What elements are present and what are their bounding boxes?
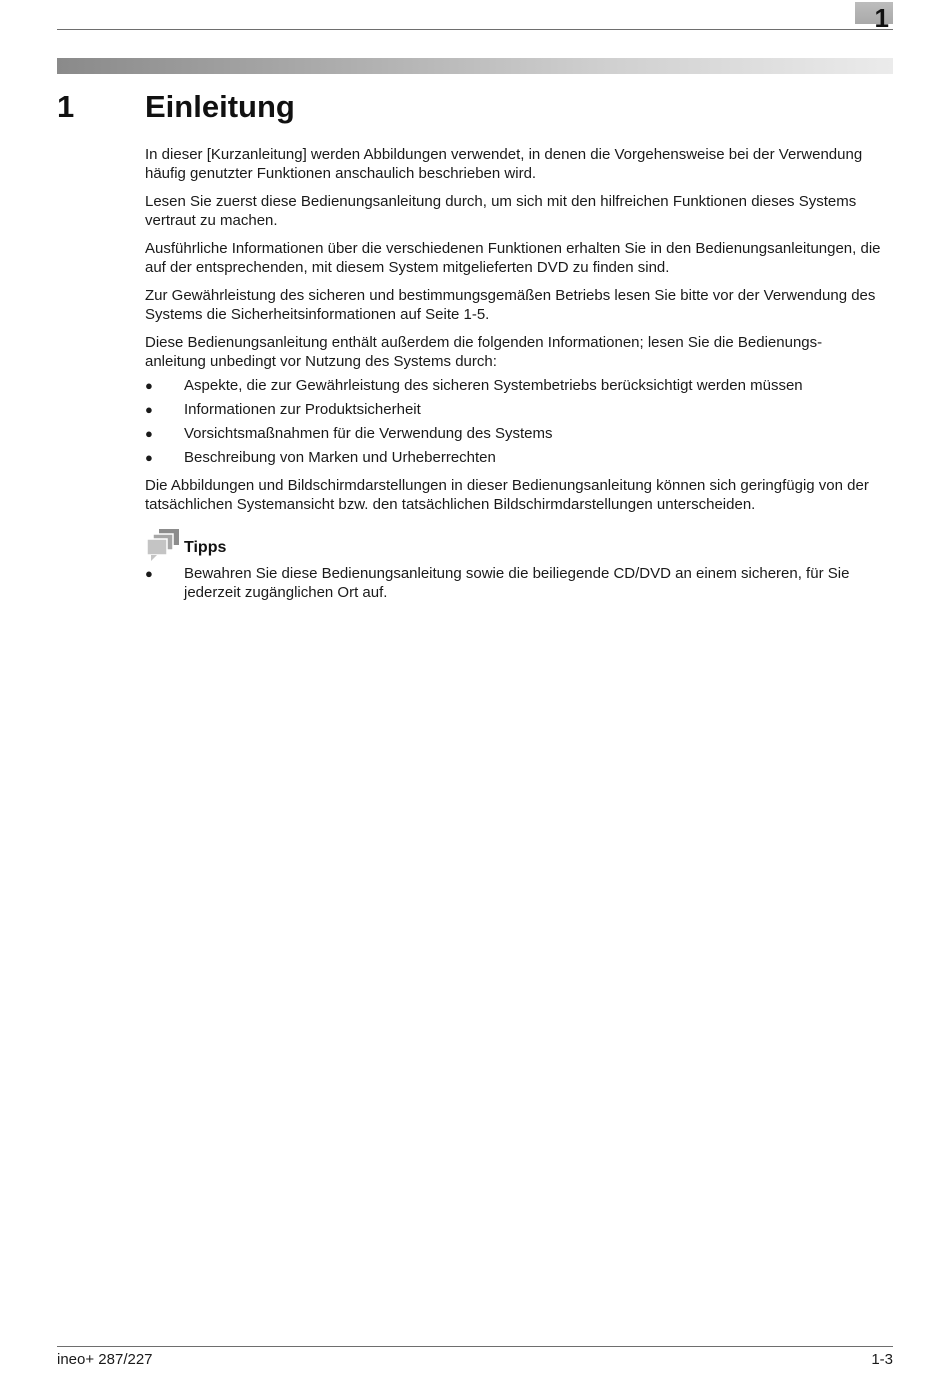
chapter-tab <box>855 2 893 33</box>
intro-paragraph-4: Zur Gewährleistung des sicheren und bestimmungsgemäßen Betriebs lesen Sie bitte vor der Verwendung des Systems die Sicherheitsinformationen auf Seite 1-5. <box>145 287 876 323</box>
bullet-icon: ● <box>145 402 153 417</box>
intro-paragraph-1: In dieser [Kurzanleitung] werden Abbildungen verwendet, in denen die Vorgehensweise bei der Verwendung häufig genutzter Funktionen anschaulich beschrieben wird. <box>145 146 863 182</box>
chapter-tab-number: 1 <box>874 3 889 33</box>
list-item <box>145 400 893 419</box>
list-item <box>145 564 893 602</box>
bullet-icon: ● <box>145 450 153 465</box>
chapter-gradient-bar <box>57 58 893 74</box>
chapter-title: Einleitung <box>145 89 295 124</box>
tips-list <box>145 564 893 602</box>
main-content <box>145 145 893 611</box>
list-item <box>145 448 893 467</box>
list-item-text: Aspekte, die zur Gewährleistung des sicheren Systembetriebs berücksichtigt werden müssen <box>184 377 803 394</box>
list-item-text: Vorsichtsmaßnahmen für die Verwendung des Systems <box>184 425 553 442</box>
intro-paragraph-3: Ausführliche Informationen über die verschiedenen Funktionen erhalten Sie in den Bedienungsanleitungen, die auf der entsprechenden, mit diesem System mitgelieferten DVD zu finden sind. <box>145 240 881 276</box>
tips-heading <box>145 528 893 562</box>
header-rule <box>57 29 893 30</box>
bullet-icon: ● <box>145 566 153 581</box>
info-bullet-list <box>145 376 893 467</box>
bullet-icon: ● <box>145 426 153 441</box>
footer-model: ineo+ 287/227 <box>57 1351 153 1368</box>
footer-page-number: 1-3 <box>871 1351 893 1368</box>
list-item-text: Beschreibung von Marken und Urheberrechten <box>184 449 496 466</box>
tips-icon <box>145 528 183 562</box>
list-item <box>145 424 893 443</box>
footer-rule <box>57 1346 893 1347</box>
list-item-text: Bewahren Sie diese Bedienungsanleitung sowie die beiliegende CD/DVD an einem sicheren, für Sie jederzeit zugänglichen Ort auf. <box>184 565 850 601</box>
chapter-number: 1 <box>57 89 75 124</box>
tips-title: Tipps <box>184 539 227 556</box>
list-item-text: Informationen zur Produktsicherheit <box>184 401 421 418</box>
list-item <box>145 376 893 395</box>
intro-paragraph-2: Lesen Sie zuerst diese Bedienungsanleitung durch, um sich mit den hilfreichen Funktionen dieses Systems vertraut zu machen. <box>145 193 857 229</box>
intro-paragraph-5: Diese Bedienungsanleitung enthält außerdem die folgenden Informationen; lesen Sie die Bedienungs- anleitung unbedingt vor Nutzung des Systems durch: <box>145 334 823 370</box>
closing-paragraph: Die Abbildungen und Bildschirmdarstellungen in dieser Bedienungsanleitung können sich geringfügig von der tatsächlichen Systemansicht bzw. den tatsächlichen Bildschirmdarstellungen unterscheiden. <box>145 477 869 513</box>
bullet-icon: ● <box>145 378 153 393</box>
